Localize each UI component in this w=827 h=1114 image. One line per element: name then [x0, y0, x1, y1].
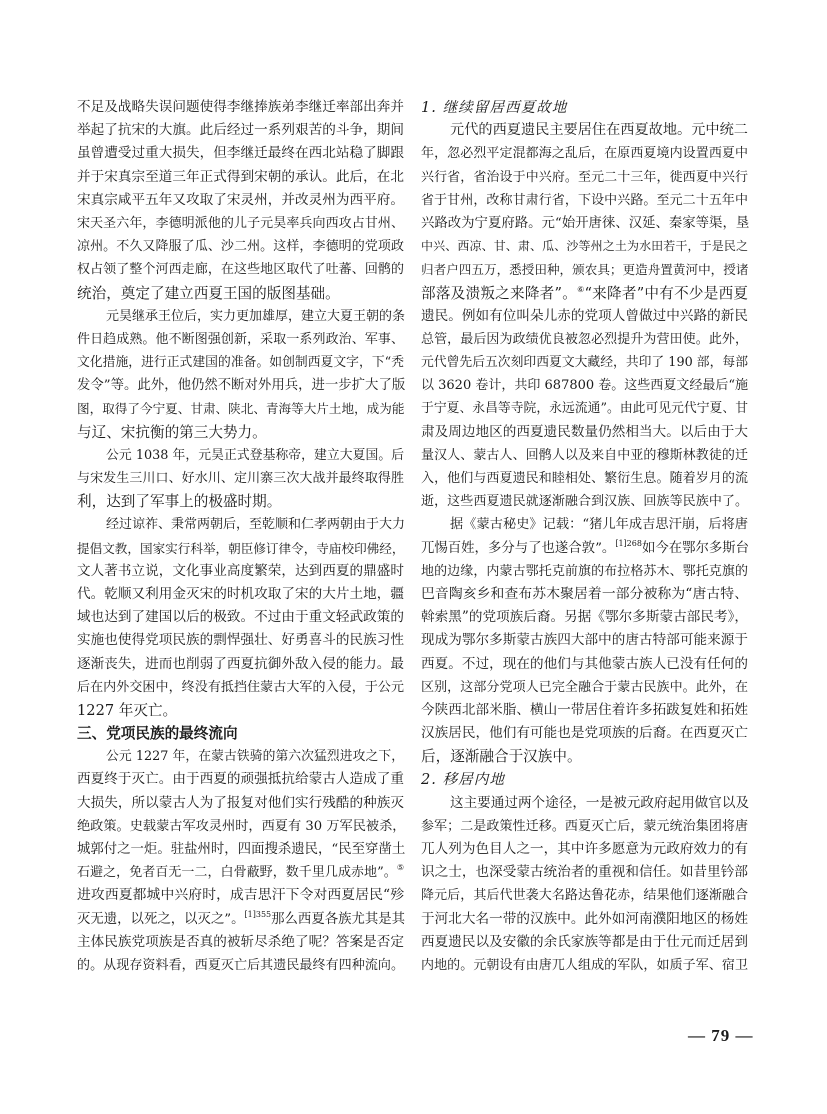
- line-text: 并于宋真宗至道三年正式得到宋朝的承认。此后，在北: [77, 168, 404, 185]
- line-text: 利，达到了军事上的极盛时期。: [77, 493, 282, 511]
- line-text: 于宁夏、永昌等寺院，永远流通”。由此可见元代宁夏、甘: [421, 401, 748, 417]
- line-text: 大损失，所以蒙古人为了报复对他们实行残酷的种族灭: [77, 794, 404, 811]
- text-line: [77, 119, 404, 142]
- text-line: [421, 954, 748, 977]
- text-line: [421, 699, 748, 722]
- text-line: [77, 954, 404, 977]
- line-text: 不足及战略失误问题使得李继捧族弟李继迁率部出奔并: [77, 99, 404, 115]
- text-line: [77, 792, 404, 815]
- text-line: [77, 768, 404, 791]
- text-line: [77, 235, 404, 258]
- text-line: [77, 282, 404, 305]
- text-line: [421, 189, 748, 212]
- line-text: 虽曾遭受过重大损失，但李继迁最终在西北站稳了脚跟: [77, 145, 404, 162]
- text-line: [421, 745, 748, 768]
- line-text: 城郭付之一炬。驻盐州时，四面搜杀遗民，“民至穿凿土: [77, 842, 406, 857]
- line-text: 1. 继续留居西夏故地: [421, 99, 568, 116]
- right-column: [421, 96, 748, 977]
- left-column: [77, 96, 404, 977]
- text-line: [77, 513, 404, 536]
- text-line: [421, 583, 748, 606]
- line-text: 的。从现存资料看，西夏灭亡后其遗民最终有四种流向。: [77, 957, 404, 973]
- text-line: [421, 629, 748, 652]
- line-text-continued: 如今在鄂尔多斯台: [641, 540, 750, 556]
- text-line: [77, 653, 404, 676]
- line-text: 与辽、宋抗衡的第三大势力。: [77, 423, 267, 441]
- line-text: 权占领了整个河西走廊，在这些地区取代了吐蕃、回鹘的: [77, 262, 404, 278]
- line-text-continued: 那么西夏各族尤其是其: [271, 911, 406, 927]
- line-text: 域也达到了建国以后的极致。不过由于重文轻武政策的: [77, 609, 404, 626]
- line-text: 量汉人、蒙古人、回鹘人以及来自中亚的穆斯林教徒的迁: [421, 447, 748, 463]
- line-text: 公元 1227 年，在蒙古铁骑的第六次猛烈进攻之下，: [106, 749, 404, 765]
- text-line: [421, 166, 748, 189]
- line-text: 举起了抗宋的大旗。此后经过一系列艰苦的斗争，期间: [77, 122, 404, 139]
- text-line: [77, 676, 404, 699]
- line-text: 元昊继承王位后，实力更加雄厚，建立大夏王朝的条: [106, 308, 406, 324]
- line-text: 肃及周边地区的西夏遗民数量仍然相当大。以后由于大: [421, 423, 748, 440]
- line-text: 件日趋成熟。他不断图强创新，采取一系列政治、军事、: [77, 331, 404, 347]
- line-text: 实施也使得党项民族的剽悍强壮、好勇喜斗的民族习性: [77, 632, 404, 649]
- line-text: 主体民族党项族是否真的被斩尽杀绝了呢？答案是否定: [77, 933, 404, 950]
- text-line: [77, 328, 404, 351]
- line-text: 遗民。例如有位叫朵儿赤的党项人曾做过中兴路的新民: [421, 307, 748, 324]
- text-line: [77, 166, 404, 189]
- line-text: 斡索黑”的党项族后裔。另据《鄂尔多斯蒙古部民考》，: [421, 609, 748, 626]
- line-text: 汉族居民，他们有可能也是党项族的后裔。在西夏灭亡: [421, 725, 748, 742]
- text-line: [77, 629, 404, 652]
- text-line: [421, 142, 748, 165]
- line-text: 宋真宗咸平五年又攻取了宋灵州，并改灵州为西平府。: [77, 191, 404, 208]
- text-line: [77, 96, 404, 119]
- text-line: [421, 676, 748, 699]
- line-text: 以 3620 卷计，共印 687800 卷。这些西夏文经最后“施: [421, 378, 748, 394]
- line-text: 兴路改为宁夏府路。元“始开唐徕、汉延、秦家等渠，垦: [421, 215, 750, 231]
- line-text-continued: “来降者”中有不少是西夏: [584, 284, 748, 302]
- line-text: 今陕西北部米脂、横山一带居住着许多拓跋复姓和拓姓: [421, 701, 748, 718]
- text-line: [421, 490, 748, 513]
- line-text: 2. 移居内地: [421, 771, 505, 789]
- text-line: [421, 282, 748, 305]
- footnote-reference: ⑥: [577, 284, 585, 294]
- text-line: [77, 815, 404, 838]
- line-text: 石避之，免者百无一二，白骨蔽野，数千里几成赤地”。: [77, 865, 397, 881]
- text-line: [77, 142, 404, 165]
- line-text: 经过谅祚、秉常两朝后，至乾顺和仁孝两朝由于大力: [106, 517, 406, 533]
- line-text: 据《蒙古秘史》记载：“猪儿年成吉思汗崩，后将唐: [450, 517, 748, 533]
- text-line: [77, 908, 404, 931]
- footnote-reference: ⑤: [396, 863, 404, 873]
- text-line: [77, 537, 404, 560]
- text-line: [421, 258, 748, 281]
- line-text: 逝，这些西夏遗民就逐渐融合到汉族、回族等民族中了。: [421, 494, 748, 510]
- text-line: [421, 884, 748, 907]
- line-text: 绝政策。史载蒙古军攻灵州时，西夏有 30 万军民被杀，: [77, 818, 406, 834]
- line-text: 西夏终于灭亡。由于西夏的顽强抵抗给蒙古人造成了重: [77, 771, 404, 788]
- text-line: [421, 444, 748, 467]
- text-line: [77, 421, 404, 444]
- text-line: [421, 606, 748, 629]
- text-line: [77, 351, 404, 374]
- line-text: 凉州。不久又降服了瓜、沙二州。这样，李德明的党项政: [77, 239, 404, 255]
- subsection-heading: [421, 96, 748, 119]
- text-line: [77, 745, 404, 768]
- text-line: [77, 931, 404, 954]
- text-line: [77, 884, 404, 907]
- text-line: [421, 212, 748, 235]
- line-text: 兀人列为色目人之一，其中许多愿意为元政府效力的有: [421, 841, 748, 857]
- text-line: [77, 861, 404, 884]
- line-text: 1227 年灭亡。: [77, 701, 178, 719]
- text-line: [77, 606, 404, 629]
- footnote-reference: [1]355: [244, 909, 272, 919]
- line-text: 后在内外交困中，终没有抵挡住蒙古大军的入侵，于公元: [77, 679, 404, 695]
- text-line: [421, 119, 748, 142]
- footnote-reference: [1]268: [615, 538, 642, 548]
- text-line: [421, 653, 748, 676]
- line-text: 识之士，也深受蒙古统治者的重视和信任。如昔里钤部: [421, 864, 748, 881]
- line-text: 现成为鄂尔多斯蒙古族四大部中的唐古特部可能来源于: [421, 632, 748, 649]
- line-text: 区别，这部分党项人已完全融合于蒙古民族中。此外，在: [421, 679, 748, 695]
- text-line: [77, 444, 404, 467]
- line-text: 与宋发生三川口、好水川、定川寨三次大战并最终取得胜: [77, 471, 404, 486]
- line-text: 统治，奠定了建立西夏王国的版图基础。: [77, 284, 340, 302]
- text-line: [77, 374, 404, 397]
- text-line: [421, 815, 748, 838]
- line-text: 进攻西夏都城中兴府时，成吉思汗下令对西夏居民“殄: [77, 887, 404, 904]
- text-line: [421, 374, 748, 397]
- line-text: 西夏遗民以及安徽的余氏家族等都是由于仕元而迁居到: [421, 933, 748, 950]
- text-line: [421, 722, 748, 745]
- text-line: [77, 583, 404, 606]
- text-line: [77, 305, 404, 328]
- line-text: 宋天圣六年，李德明派他的儿子元昊率兵向西攻占甘州、: [77, 215, 404, 231]
- line-text: 于河北大名一带的汉族中。此外如河南濮阳地区的杨姓: [421, 910, 748, 927]
- line-text: 发令”等。此外，他仍然不断对外用兵，进一步扩大了版: [77, 378, 406, 394]
- text-line: [77, 212, 404, 235]
- subsection-heading: [421, 768, 748, 791]
- line-text: 兴行省，省治设于中兴府。至元二十三年，徙西夏中兴行: [421, 169, 748, 185]
- line-text: 兀惕百姓，多分与了也遂合敦”。: [421, 540, 616, 556]
- line-text: 元代曾先后五次刻印西夏文大藏经，共印了 190 部，每部: [421, 355, 748, 371]
- text-line: [421, 908, 748, 931]
- text-line: [77, 467, 404, 490]
- text-line: [77, 838, 404, 861]
- text-line: [421, 861, 748, 884]
- line-text: 内地的。元朝设有由唐兀人组成的军队，如质子军、宿卫: [421, 957, 748, 973]
- line-text: 图，取得了今宁夏、甘肃、陕北、青海等大片土地，成为能: [77, 401, 405, 417]
- line-text: 省于甘州，改称甘肃行省，下设中兴路。至元二十五年中: [421, 192, 748, 208]
- line-text: 参军；二是政策性迁移。西夏灭亡后，蒙元统治集团将唐: [421, 818, 748, 834]
- text-line: [77, 699, 404, 722]
- line-text: 归者户四五万，悉授田种，颁农具；更造舟置黄河中，授诸: [421, 262, 749, 278]
- line-text: 降元后，其后代世袭大名路达鲁花赤，结果他们逐渐融合: [421, 888, 748, 904]
- text-line: [421, 235, 748, 258]
- line-text: 代。乾顺又利用金灭宋的时机攻取了宋的大片土地，疆: [77, 585, 404, 602]
- line-text: 西夏。不过，现在的他们与其他蒙古族人已没有任何的: [421, 655, 748, 672]
- line-text: 巴音陶亥乡和查布苏木聚居着一部分被称为“唐古特、: [421, 585, 748, 602]
- text-line: [421, 931, 748, 954]
- line-text: 文人著书立说，文化事业高度繁荣，达到西夏的鼎盛时: [77, 562, 404, 579]
- text-line: [421, 513, 748, 536]
- text-line: [421, 328, 748, 351]
- line-text: 后，逐渐融合于汉族中。: [421, 748, 582, 766]
- line-text: 这主要通过两个途径，一是被元政府起用做官以及: [450, 794, 750, 811]
- text-line: [77, 560, 404, 583]
- text-line: [77, 189, 404, 212]
- line-text: 三、党项民族的最终流向: [77, 725, 238, 743]
- line-text: 年，忽必烈平定混都海之乱后，在原西夏境内设置西夏中: [421, 146, 748, 162]
- text-line: [77, 258, 404, 281]
- text-line: [421, 397, 748, 420]
- text-line: [421, 351, 748, 374]
- text-line: [77, 397, 404, 420]
- line-text: 元代的西夏遗民主要居住在西夏故地。元中统二: [450, 122, 748, 139]
- text-line: [421, 792, 748, 815]
- line-text: 文化措施，进行正式建国的准备。如创制西夏文字，下“秃: [77, 355, 404, 371]
- text-line: [421, 421, 748, 444]
- line-text: 入，他们与西夏遗民和睦相处、繁衍生息。随着岁月的流: [421, 471, 748, 486]
- text-line: [421, 305, 748, 328]
- line-text: 逐渐丧失，进而也削弱了西夏抗御外敌入侵的能力。最: [77, 655, 404, 672]
- page-number: — 79 —: [688, 1026, 754, 1045]
- line-text: 灭无遗，以死之，以灭之”。: [77, 911, 245, 927]
- section-heading: [77, 722, 404, 745]
- text-line: [77, 490, 404, 513]
- line-text: 提倡文教，国家实行科举，朝臣修订律令，寺庙校印佛经，: [77, 540, 405, 556]
- text-line: [421, 467, 748, 490]
- line-text: 部落及溃叛之来降者”。: [421, 284, 578, 302]
- text-line: [421, 537, 748, 560]
- line-text: 中兴、西凉、甘、肃、瓜、沙等州之土为水田若干，于是民之: [421, 239, 748, 254]
- line-text: 公元 1038 年，元昊正式登基称帝，建立大夏国。后: [106, 447, 404, 463]
- text-line: [421, 838, 748, 861]
- line-text: 地的边缘，内蒙古鄂托克前旗的布拉格苏木、鄂托克旗的: [421, 563, 748, 579]
- text-line: [421, 560, 748, 583]
- line-text: 总管，最后因为政绩优良被忽必烈提升为营田使。此外，: [421, 331, 748, 347]
